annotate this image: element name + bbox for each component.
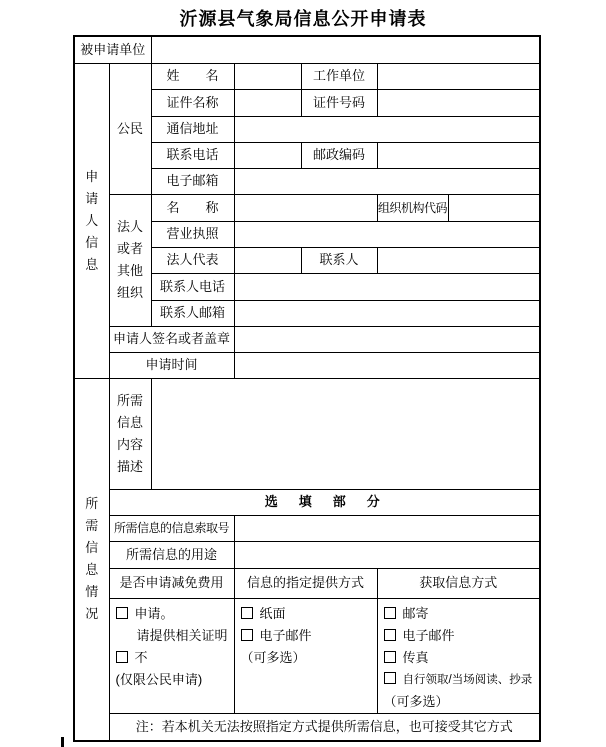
org-code-label: 组织机构代码 <box>377 194 448 221</box>
email-provide-option[interactable] <box>241 625 376 647</box>
contact-input[interactable] <box>377 247 540 273</box>
self-pickup-option[interactable] <box>384 669 539 691</box>
email-obtain-checkbox[interactable] <box>384 629 396 641</box>
paper-option[interactable] <box>241 603 376 625</box>
org-name-label: 名 称 <box>151 194 234 221</box>
application-form-table <box>73 35 541 742</box>
email-label: 电子邮箱 <box>151 168 234 194</box>
fee-restriction-note: (仅限公民申请) <box>115 671 203 687</box>
license-label: 营业执照 <box>151 221 234 247</box>
applied-unit-input[interactable] <box>151 36 540 63</box>
email-provide-checkbox[interactable] <box>241 629 253 641</box>
form-title: 沂源县气象局信息公开申请表 <box>179 9 427 29</box>
postcode-input[interactable] <box>377 142 540 168</box>
paper-checkbox[interactable] <box>241 607 253 619</box>
no-option-label: 不 <box>134 649 148 665</box>
email-obtain-label: 电子邮件 <box>402 627 455 643</box>
optional-part-header: 选 填 部 分 <box>109 489 540 515</box>
applicant-section-text: 申请人信息 <box>85 168 99 272</box>
email-provide-label: 电子邮件 <box>259 627 312 643</box>
postcode-label: 邮政编码 <box>301 142 377 168</box>
obtain-multi-note: （可多选） <box>383 693 449 709</box>
apply-option-note: 请提供相关证明 <box>136 627 228 643</box>
fax-checkbox[interactable] <box>384 651 396 663</box>
phone-input[interactable] <box>234 142 301 168</box>
email-input[interactable] <box>234 168 540 194</box>
purpose-input[interactable] <box>234 541 540 568</box>
info-desc-input[interactable] <box>151 378 540 489</box>
org-name-input[interactable] <box>234 194 377 221</box>
provide-multi-note: （可多选） <box>240 649 306 665</box>
apply-option-label: 申请。 <box>134 605 174 621</box>
fee-waiver-header: 是否申请减免费用 <box>109 568 234 598</box>
obtain-method-header: 获取信息方式 <box>377 568 540 598</box>
signature-label: 申请人签名或者盖章 <box>109 326 234 352</box>
text-cursor-mark <box>61 737 64 747</box>
work-unit-label: 工作单位 <box>301 63 377 89</box>
citizen-name-input[interactable] <box>234 63 301 89</box>
obtain-method-options-cell <box>377 598 540 713</box>
applicant-section-label <box>74 63 109 378</box>
fee-waiver-options-cell <box>109 598 234 713</box>
contact-email-input[interactable] <box>234 300 540 326</box>
org-group-text: 法人或者其他组织 <box>116 219 143 300</box>
self-pickup-checkbox[interactable] <box>384 672 396 684</box>
index-number-label: 所需信息的信息索取号 <box>109 515 234 541</box>
org-group-label <box>109 194 151 326</box>
address-input[interactable] <box>234 116 540 142</box>
provide-method-header: 信息的指定提供方式 <box>234 568 377 598</box>
phone-label: 联系电话 <box>151 142 234 168</box>
work-unit-input[interactable] <box>377 63 540 89</box>
fee-no-option[interactable] <box>116 647 233 669</box>
email-obtain-option[interactable] <box>384 625 539 647</box>
mail-checkbox[interactable] <box>384 607 396 619</box>
self-pickup-label: 自行领取/当场阅读、抄录 <box>402 673 533 686</box>
contact-phone-label: 联系人电话 <box>151 273 234 300</box>
signature-input[interactable] <box>234 326 540 352</box>
purpose-label: 所需信息的用途 <box>109 541 234 568</box>
citizen-group-label: 公民 <box>109 63 151 194</box>
info-desc-label <box>109 378 151 489</box>
cert-number-label: 证件号码 <box>301 89 377 116</box>
org-code-input[interactable] <box>448 194 540 221</box>
license-input[interactable] <box>234 221 540 247</box>
mail-option-label: 邮寄 <box>402 605 429 621</box>
fax-option-label: 传真 <box>402 649 429 665</box>
apply-checkbox[interactable] <box>116 607 128 619</box>
index-number-input[interactable] <box>234 515 540 541</box>
info-section-text: 所需信息情况 <box>85 496 99 622</box>
contact-email-label: 联系人邮箱 <box>151 300 234 326</box>
apply-time-input[interactable] <box>234 352 540 378</box>
representative-label: 法人代表 <box>151 247 234 273</box>
info-section-label <box>74 378 109 741</box>
contact-label: 联系人 <box>301 247 377 273</box>
no-checkbox[interactable] <box>116 651 128 663</box>
contact-phone-input[interactable] <box>234 273 540 300</box>
fax-option[interactable] <box>384 647 539 669</box>
address-label: 通信地址 <box>151 116 234 142</box>
citizen-name-label: 姓 名 <box>151 63 234 89</box>
info-desc-text: 所需信息内容描述 <box>116 392 143 474</box>
applied-unit-label: 被申请单位 <box>74 36 151 63</box>
footnote: 注：若本机关无法按照指定方式提供所需信息，也可接受其它方式 <box>109 713 540 741</box>
fee-apply-option[interactable] <box>116 603 233 625</box>
cert-number-input[interactable] <box>377 89 540 116</box>
apply-time-label: 申请时间 <box>109 352 234 378</box>
paper-option-label: 纸面 <box>259 605 286 621</box>
cert-name-label: 证件名称 <box>151 89 234 116</box>
cert-name-input[interactable] <box>234 89 301 116</box>
mail-option[interactable] <box>384 603 539 625</box>
representative-input[interactable] <box>234 247 301 273</box>
provide-method-options-cell <box>234 598 377 713</box>
